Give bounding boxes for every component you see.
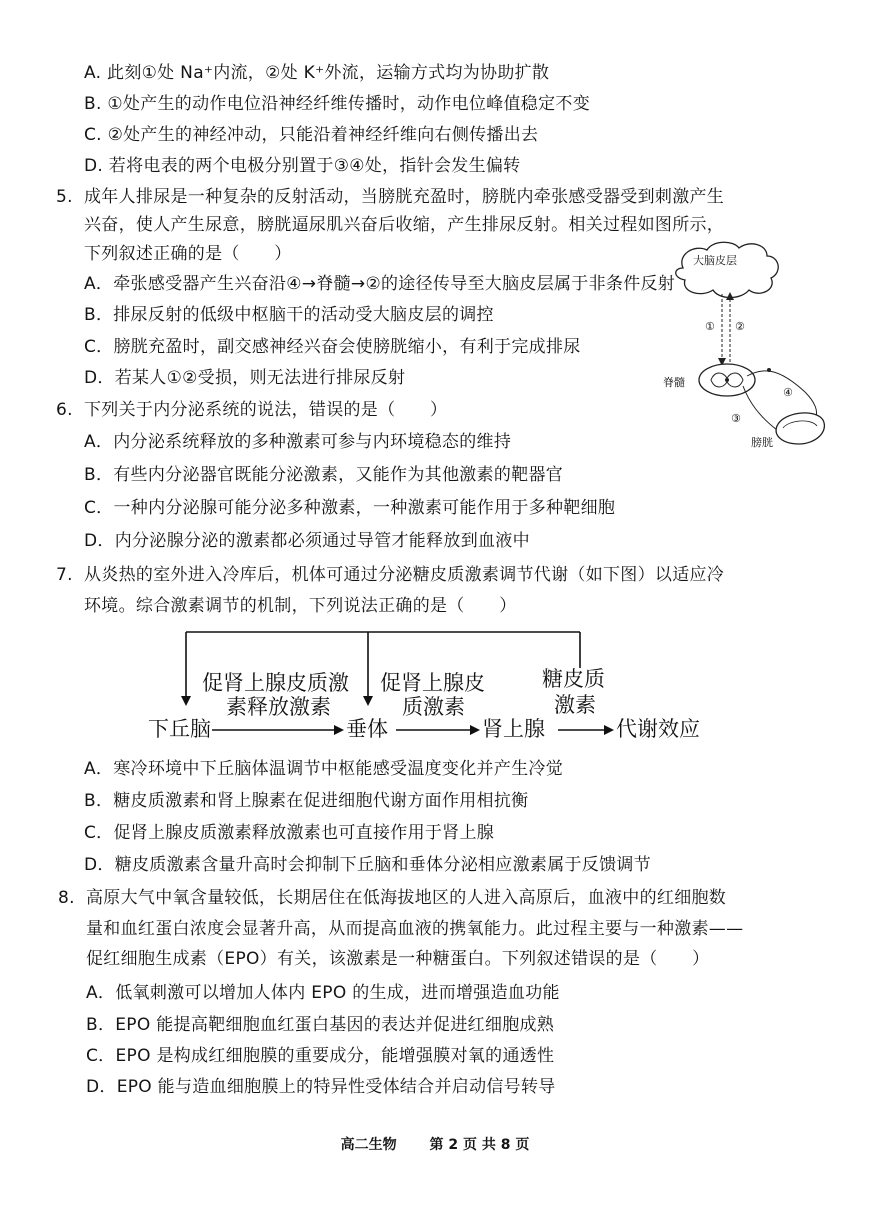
q4-option-c: C. ②处产生的神经冲动，只能沿着神经纤维向右侧传播出去 <box>84 125 539 145</box>
crh-label-line2: 素释放激素 <box>226 695 331 719</box>
hypothalamus-label: 下丘脑 <box>148 717 211 741</box>
path2-label: ② <box>735 320 745 333</box>
arrowhead-3 <box>604 725 614 735</box>
feedback-arrow-pituitary <box>363 696 373 706</box>
q8-option-d: D．EPO 能与造血细胞膜上的特异性受体结合并启动信号转导 <box>86 1077 556 1097</box>
gc-label-line1: 糖皮质 <box>542 667 605 691</box>
q6-option-c: C．一种内分泌腺可能分泌多种激素，一种激素可能作用于多种靶细胞 <box>84 498 616 518</box>
q8-option-b: B．EPO 能提高靶细胞血红蛋白基因的表达并促进红细胞成熟 <box>86 1015 555 1035</box>
cortex-label: 大脑皮层 <box>693 254 737 267</box>
q5-option-b: B．排尿反射的低级中枢脑干的活动受大脑皮层的调控 <box>84 305 494 325</box>
q5-number: 5. <box>56 187 73 207</box>
q5-stem-line3: 下列叙述正确的是（ ） <box>84 244 292 264</box>
spinal-label: 脊髓 <box>663 376 685 389</box>
page-footer <box>0 1134 870 1154</box>
arrowhead-2 <box>470 725 480 735</box>
q6-option-b: B．有些内分泌器官既能分泌激素，又能作为其他激素的靶器官 <box>84 465 564 485</box>
pituitary-label: 垂体 <box>346 717 388 741</box>
q5-stem-line2: 兴奋，使人产生尿意，膀胱逼尿肌兴奋后收缩，产生排尿反射。相关过程如图所示， <box>84 215 725 235</box>
footer-subject: 高二生物 <box>340 1137 397 1153</box>
path1-label: ① <box>705 320 715 333</box>
q8-stem-line3: 促红细胞生成素（EPO）有关，该激素是一种糖蛋白。下列叙述错误的是（ ） <box>86 949 710 969</box>
q7-number: 7. <box>56 565 73 585</box>
central-canal <box>725 378 729 382</box>
q8-option-a: A．低氧刺激可以增加人体内 EPO 的生成，进而增强造血功能 <box>86 983 560 1003</box>
footer-page-number: 第 2 页 共 8 页 <box>429 1137 530 1153</box>
q6-number: 6. <box>56 400 73 420</box>
q8-number: 8. <box>58 888 75 908</box>
path3-label: ③ <box>731 412 741 425</box>
q4-option-a: A. 此刻①处 Na⁺内流，②处 K⁺外流，运输方式均为协助扩散 <box>84 63 550 83</box>
gc-label-line2: 激素 <box>554 693 596 717</box>
q7-stem-line1: 从炎热的室外进入冷库后，机体可通过分泌糖皮质激素调节代谢（如下图）以适应冷 <box>84 565 725 585</box>
q5-reflex-diagram <box>655 240 835 455</box>
q5-stem-line1: 成年人排尿是一种复杂的反射活动，当膀胱充盈时，膀胱内牵张感受器受到刺激产生 <box>84 187 725 207</box>
adrenal-label: 肾上腺 <box>482 717 545 741</box>
acth-label-line2: 质激素 <box>402 695 465 719</box>
feedback-arrow-hypothalamus <box>181 696 191 706</box>
q7-flow-diagram <box>140 628 740 746</box>
q6-stem: 下列关于内分泌系统的说法，错误的是（ ） <box>84 400 448 420</box>
q7-stem-line2: 环境。综合激素调节的机制，下列说法正确的是（ ） <box>84 596 517 616</box>
bladder-shape <box>776 413 824 444</box>
q7-option-b: B．糖皮质激素和肾上腺素在促进细胞代谢方面作用相抗衡 <box>84 791 529 811</box>
crh-label-line1: 促肾上腺皮质激 <box>202 671 349 695</box>
ganglion <box>767 368 771 372</box>
q7-option-c: C．促肾上腺皮质激素释放激素也可直接作用于肾上腺 <box>84 823 495 843</box>
path4-label: ④ <box>783 386 793 399</box>
q8-option-c: C．EPO 是构成红细胞膜的重要成分，能增强膜对氧的通透性 <box>86 1046 555 1066</box>
q8-stem-line2: 量和血红蛋白浓度会显著升高，从而提高血液的携氧能力。此过程主要与一种激素—— <box>86 919 744 939</box>
q7-option-d: D．糖皮质激素含量升高时会抑制下丘脑和垂体分泌相应激素属于反馈调节 <box>84 855 651 875</box>
cortex-shape <box>676 242 779 297</box>
q6-option-a: A．内分泌系统释放的多种激素可参与内环境稳态的维持 <box>84 432 512 452</box>
q4-option-b: B. ①处产生的动作电位沿神经纤维传播时，动作电位峰值稳定不变 <box>84 94 591 114</box>
q5-option-c: C．膀胱充盈时，副交感神经兴奋会使膀胱缩小，有利于完成排尿 <box>84 337 581 357</box>
q8-stem-line1: 高原大气中氧含量较低，长期居住在低海拔地区的人进入高原后，血液中的红细胞数 <box>86 888 727 908</box>
bladder-label: 膀胱 <box>751 436 773 449</box>
effect-label: 代谢效应 <box>616 717 700 741</box>
q4-option-d: D. 若将电表的两个电极分别置于③④处，指针会发生偏转 <box>84 156 521 176</box>
q7-option-a: A．寒冷环境中下丘脑体温调节中枢能感受温度变化并产生冷觉 <box>84 759 564 779</box>
q5-option-a: A．牵张感受器产生兴奋沿④→脊髓→②的途径传导至大脑皮层属于非条件反射 <box>84 274 676 294</box>
arrowhead-1 <box>334 725 344 735</box>
acth-label-line1: 促肾上腺皮 <box>380 671 485 695</box>
q6-option-d: D．内分泌腺分泌的激素都必须通过导管才能释放到血液中 <box>84 531 530 551</box>
q5-option-d: D．若某人①②受损，则无法进行排尿反射 <box>84 368 406 388</box>
efferent-nerve <box>743 386 777 430</box>
